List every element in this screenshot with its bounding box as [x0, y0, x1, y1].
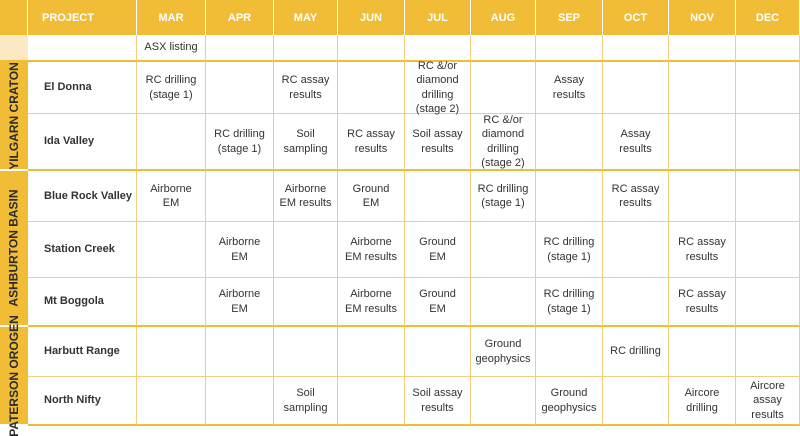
region-label-paterson-text: PATERSON OROGEN	[7, 314, 22, 436]
schedule-cell	[274, 278, 338, 327]
schedule-cell	[137, 377, 206, 426]
schedule-cell	[736, 35, 800, 62]
schedule-cell: Aircore drilling	[669, 377, 736, 426]
schedule-cell	[338, 62, 405, 114]
schedule-cell: RC drilling (stage 1)	[471, 171, 536, 222]
schedule-cell	[338, 377, 405, 426]
schedule-cell	[669, 171, 736, 222]
schedule-cell	[274, 222, 338, 278]
schedule-cell	[536, 171, 603, 222]
schedule-cell: Soil assay results	[405, 114, 471, 171]
region-label-yilgarn-text: YILGARN CRATON	[7, 61, 21, 170]
schedule-cell: RC assay results	[669, 278, 736, 327]
schedule-cell: Airborne EM results	[338, 222, 405, 278]
schedule-cell	[137, 114, 206, 171]
schedule-cell	[206, 377, 274, 426]
schedule-cell	[603, 62, 669, 114]
header-month-oct: OCT	[603, 0, 669, 35]
schedule-cell	[736, 114, 800, 171]
schedule-cell	[137, 278, 206, 327]
schedule-cell	[471, 278, 536, 327]
schedule-cell: RC drilling (stage 1)	[536, 222, 603, 278]
schedule-cell: Airborne EM	[206, 278, 274, 327]
schedule-cell	[603, 377, 669, 426]
schedule-cell: RC &/or diamond drilling (stage 2)	[405, 62, 471, 114]
schedule-cell: Soil sampling	[274, 114, 338, 171]
project-name-cell: North Nifty	[28, 377, 137, 426]
schedule-cell	[603, 35, 669, 62]
project-name-cell: Ida Valley	[28, 114, 137, 171]
schedule-cell	[471, 377, 536, 426]
schedule-cell: RC drilling	[603, 327, 669, 377]
schedule-cell: RC drilling (stage 1)	[137, 62, 206, 114]
schedule-cell: RC assay results	[274, 62, 338, 114]
schedule-cell	[471, 222, 536, 278]
schedule-cell	[669, 62, 736, 114]
schedule-cell	[206, 62, 274, 114]
schedule-cell	[137, 327, 206, 377]
schedule-cell: Soil assay results	[405, 377, 471, 426]
schedule-cell: RC drilling (stage 1)	[206, 114, 274, 171]
header-month-mar: MAR	[137, 0, 206, 35]
project-name-cell: El Donna	[28, 62, 137, 114]
header-month-sep: SEP	[536, 0, 603, 35]
region-label-yilgarn	[0, 62, 28, 171]
schedule-cell	[338, 35, 405, 62]
schedule-cell: Ground EM	[405, 222, 471, 278]
schedule-cell	[736, 62, 800, 114]
schedule-cell: RC drilling (stage 1)	[536, 278, 603, 327]
schedule-cell	[471, 62, 536, 114]
schedule-cell	[206, 35, 274, 62]
schedule-cell: Ground EM	[338, 171, 405, 222]
schedule-cell: Soil sampling	[274, 377, 338, 426]
schedule-cell	[736, 278, 800, 327]
schedule-cell	[669, 114, 736, 171]
schedule-cell	[603, 278, 669, 327]
schedule-cell	[274, 327, 338, 377]
schedule-cell: Airborne EM	[206, 222, 274, 278]
header-month-aug: AUG	[471, 0, 536, 35]
schedule-cell: Ground EM	[405, 278, 471, 327]
schedule-cell: Ground geophysics	[471, 327, 536, 377]
schedule-cell	[536, 327, 603, 377]
schedule-cell: RC assay results	[603, 171, 669, 222]
project-name-cell: Station Creek	[28, 222, 137, 278]
schedule-cell	[603, 222, 669, 278]
header-project: PROJECT	[28, 0, 137, 35]
header-corner	[0, 0, 28, 35]
schedule-cell	[405, 327, 471, 377]
schedule-cell: RC assay results	[338, 114, 405, 171]
schedule-cell: Airborne EM results	[274, 171, 338, 222]
schedule-cell	[736, 327, 800, 377]
project-name-cell: Harbutt Range	[28, 327, 137, 377]
schedule-cell	[736, 171, 800, 222]
schedule-cell	[536, 35, 603, 62]
schedule-cell	[536, 114, 603, 171]
schedule-cell	[338, 327, 405, 377]
schedule-cell: Assay results	[603, 114, 669, 171]
schedule-cell	[736, 222, 800, 278]
header-month-may: MAY	[274, 0, 338, 35]
schedule-cell: Aircore assay results	[736, 377, 800, 426]
schedule-cell: RC &/or diamond drilling (stage 2)	[471, 114, 536, 171]
schedule-cell: Airborne EM	[137, 171, 206, 222]
schedule-cell	[274, 35, 338, 62]
schedule-cell: Ground geophysics	[536, 377, 603, 426]
region-label-ashburton-text: ASHBURTON BASIN	[7, 189, 21, 307]
header-month-jul: JUL	[405, 0, 471, 35]
header-month-nov: NOV	[669, 0, 736, 35]
region-label-ashburton	[0, 171, 28, 327]
header-month-jun: JUN	[338, 0, 405, 35]
project-name-cell: Mt Boggola	[28, 278, 137, 327]
schedule-cell	[206, 171, 274, 222]
schedule-cell	[669, 327, 736, 377]
schedule-cell: RC assay results	[669, 222, 736, 278]
schedule-cell	[669, 35, 736, 62]
header-month-dec: DEC	[736, 0, 800, 35]
schedule-cell: Airborne EM results	[338, 278, 405, 327]
project-name-cell	[28, 35, 137, 62]
header-month-apr: APR	[206, 0, 274, 35]
project-name-cell: Blue Rock Valley	[28, 171, 137, 222]
schedule-cell	[471, 35, 536, 62]
schedule-cell	[405, 171, 471, 222]
schedule-cell: Assay results	[536, 62, 603, 114]
schedule-cell: ASX listing	[137, 35, 206, 62]
region-label-paterson	[0, 314, 28, 436]
region-label-blank	[0, 35, 28, 62]
schedule-cell	[206, 327, 274, 377]
schedule-cell	[137, 222, 206, 278]
